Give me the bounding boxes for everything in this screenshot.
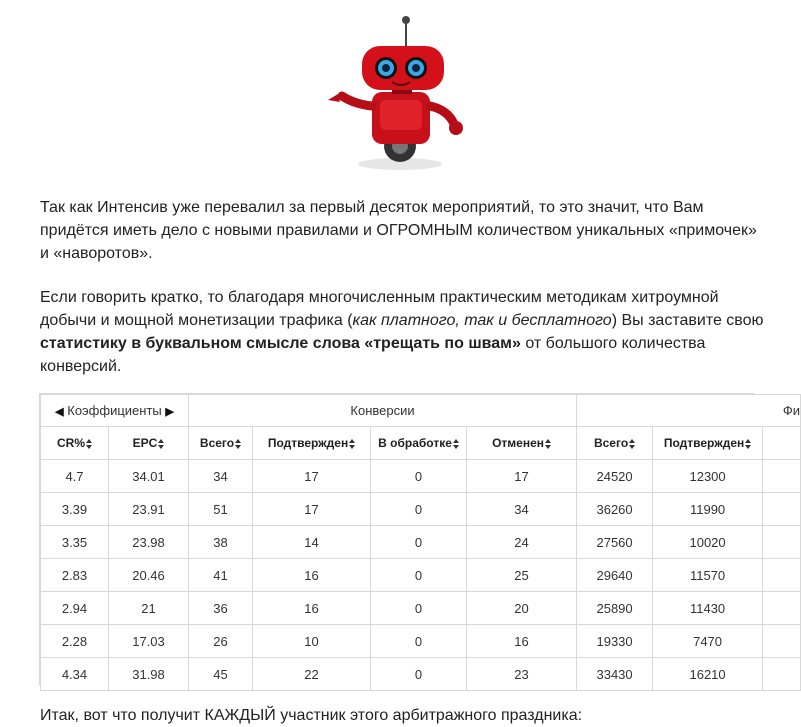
sort-icon bbox=[453, 439, 459, 449]
bold-phrase-2: «трещать по швам» bbox=[364, 335, 521, 352]
table-cell: 23.98 bbox=[109, 526, 189, 559]
table-cell-overflow bbox=[763, 526, 801, 559]
group-conversions: Конверсии bbox=[189, 395, 577, 427]
table-column-header bbox=[41, 427, 801, 460]
table-cell: 7470 bbox=[653, 625, 763, 658]
table-cell: 16 bbox=[253, 559, 371, 592]
robot-mascot-icon bbox=[320, 14, 470, 174]
table-cell: 20 bbox=[467, 592, 577, 625]
table-cell: 17.03 bbox=[109, 625, 189, 658]
table-cell: 0 bbox=[371, 625, 467, 658]
col-header-epc[interactable]: EPC bbox=[109, 427, 189, 460]
table-cell: 51 bbox=[189, 493, 253, 526]
table-cell: 38 bbox=[189, 526, 253, 559]
table-cell: 2.94 bbox=[41, 592, 109, 625]
table-cell: 17 bbox=[467, 460, 577, 493]
chevron-right-icon[interactable]: ▶ bbox=[165, 406, 174, 418]
table-cell: 3.39 bbox=[41, 493, 109, 526]
table-cell: 33430 bbox=[577, 658, 653, 691]
table-cell: 34 bbox=[467, 493, 577, 526]
table-cell: 3.35 bbox=[41, 526, 109, 559]
table-row bbox=[41, 559, 801, 592]
group-finance: Фи bbox=[577, 395, 801, 427]
table-cell: 0 bbox=[371, 493, 467, 526]
table-cell: 45 bbox=[189, 658, 253, 691]
table-cell: 20.46 bbox=[109, 559, 189, 592]
table-row bbox=[41, 493, 801, 526]
intro-paragraph: Так как Интенсив уже перевалил за первый десяток мероприятий, то это значит, что Вам придётся иметь дело с новыми правилами и ОГРОМНЫМ количеством уникальных «примочек» и «наворотов». bbox=[40, 199, 757, 262]
col-header-overflow bbox=[763, 427, 801, 460]
table-cell: 19330 bbox=[577, 625, 653, 658]
table-cell: 31.98 bbox=[109, 658, 189, 691]
sort-icon bbox=[158, 439, 164, 449]
table-cell-overflow bbox=[763, 625, 801, 658]
table-cell-overflow bbox=[763, 559, 801, 592]
table-cell: 11570 bbox=[653, 559, 763, 592]
sort-icon bbox=[629, 439, 635, 449]
italic-note: как платного, так и бесплатного bbox=[352, 312, 612, 329]
table-cell: 24 bbox=[467, 526, 577, 559]
statistics-table bbox=[40, 394, 801, 691]
table-cell: 12300 bbox=[653, 460, 763, 493]
col-header-cancelled[interactable]: Отменен bbox=[467, 427, 577, 460]
table-cell: 29640 bbox=[577, 559, 653, 592]
col-header-finance-total[interactable]: Всего bbox=[577, 427, 653, 460]
table-cell-overflow bbox=[763, 592, 801, 625]
col-header-processing[interactable]: В обработке bbox=[371, 427, 467, 460]
table-cell: 27560 bbox=[577, 526, 653, 559]
col-header-confirmed[interactable]: Подтвержден bbox=[253, 427, 371, 460]
table-row bbox=[41, 460, 801, 493]
closing-paragraph: Итак, вот что получит КАЖДЫЙ участник этого арбитражного праздника: bbox=[40, 707, 583, 724]
table-cell: 36 bbox=[189, 592, 253, 625]
summary-paragraph: Если говорить кратко, то благодаря многочисленным практическим методикам хитроумной добычи и мощной монетизации трафика (как платного, так и бесплатного) Вы заставите свою статистику в буквальном смысле слова «трещать по швам» от большого количества конверсий. bbox=[40, 289, 764, 375]
table-cell: 23.91 bbox=[109, 493, 189, 526]
sort-icon bbox=[745, 439, 751, 449]
table-group-header bbox=[41, 395, 801, 427]
chevron-left-icon[interactable]: ◀ bbox=[55, 406, 64, 418]
table-cell: 0 bbox=[371, 658, 467, 691]
table-cell: 4.7 bbox=[41, 460, 109, 493]
table-cell: 25890 bbox=[577, 592, 653, 625]
bold-phrase-1: статистику в буквальном смысле слова bbox=[40, 335, 360, 352]
sort-icon bbox=[349, 439, 355, 449]
table-cell-overflow bbox=[763, 658, 801, 691]
table-cell: 16210 bbox=[653, 658, 763, 691]
table-cell: 10020 bbox=[653, 526, 763, 559]
table-cell: 36260 bbox=[577, 493, 653, 526]
sort-icon bbox=[86, 439, 92, 449]
table-cell: 17 bbox=[253, 493, 371, 526]
table-cell: 0 bbox=[371, 526, 467, 559]
table-cell: 2.83 bbox=[41, 559, 109, 592]
table-cell: 34 bbox=[189, 460, 253, 493]
table-cell: 22 bbox=[253, 658, 371, 691]
sort-icon bbox=[545, 439, 551, 449]
table-cell: 16 bbox=[253, 592, 371, 625]
table-row bbox=[41, 592, 801, 625]
table-cell-overflow bbox=[763, 493, 801, 526]
sort-icon bbox=[235, 439, 241, 449]
table-row bbox=[41, 526, 801, 559]
col-header-cr[interactable]: CR% bbox=[41, 427, 109, 460]
table-cell: 0 bbox=[371, 592, 467, 625]
table-cell: 21 bbox=[109, 592, 189, 625]
table-cell: 10 bbox=[253, 625, 371, 658]
table-cell: 11430 bbox=[653, 592, 763, 625]
table-cell: 23 bbox=[467, 658, 577, 691]
table-cell: 0 bbox=[371, 460, 467, 493]
table-cell: 4.34 bbox=[41, 658, 109, 691]
table-cell: 41 bbox=[189, 559, 253, 592]
table-cell: 16 bbox=[467, 625, 577, 658]
table-cell: 2.28 bbox=[41, 625, 109, 658]
col-header-finance-confirmed[interactable]: Подтвержден bbox=[653, 427, 763, 460]
col-header-total[interactable]: Всего bbox=[189, 427, 253, 460]
statistics-table-container[interactable] bbox=[39, 393, 801, 685]
table-cell: 26 bbox=[189, 625, 253, 658]
table-cell-overflow bbox=[763, 460, 801, 493]
group-coefficients[interactable]: ◀ Коэффициенты ▶ bbox=[41, 395, 189, 427]
table-cell: 11990 bbox=[653, 493, 763, 526]
table-cell: 17 bbox=[253, 460, 371, 493]
table-cell: 0 bbox=[371, 559, 467, 592]
table-cell: 34.01 bbox=[109, 460, 189, 493]
table-cell: 14 bbox=[253, 526, 371, 559]
table-row bbox=[41, 658, 801, 691]
table-cell: 25 bbox=[467, 559, 577, 592]
table-row bbox=[41, 625, 801, 658]
table-cell: 24520 bbox=[577, 460, 653, 493]
